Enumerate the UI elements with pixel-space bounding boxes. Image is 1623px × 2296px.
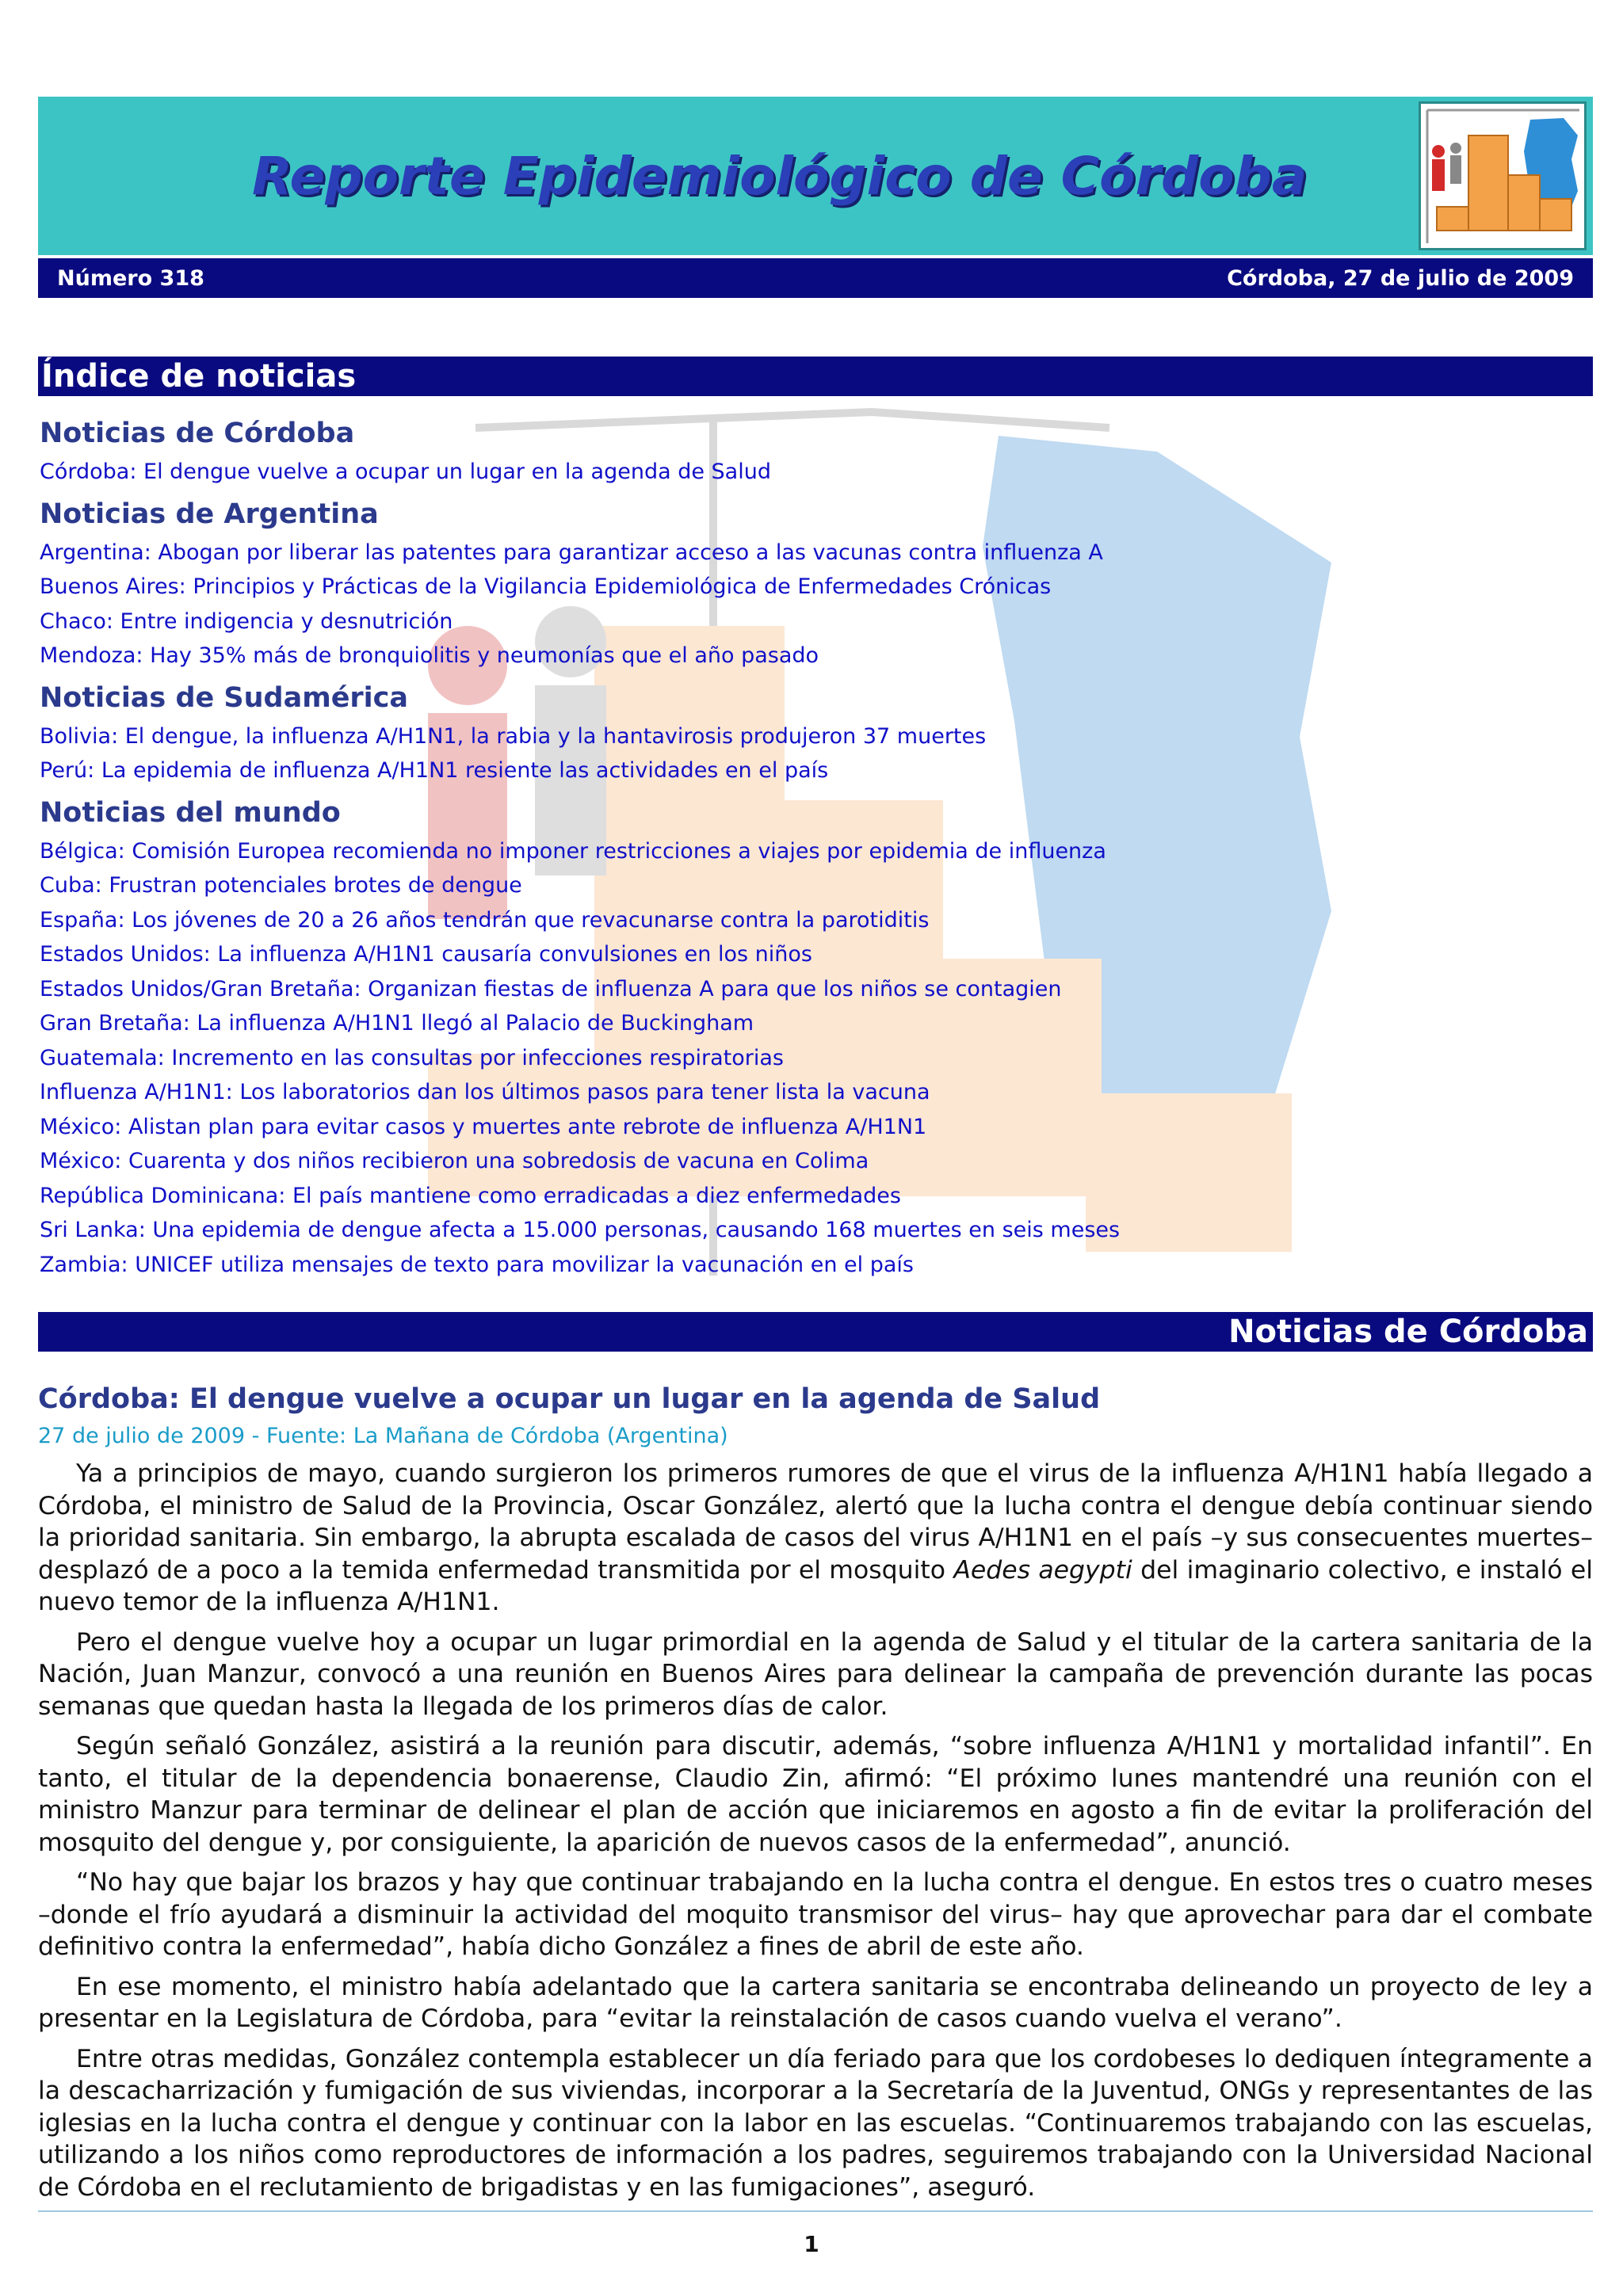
index-link[interactable]: Argentina: Abogan por liberar las patentes para garantizar acceso a las vacunas contra influenza A — [40, 540, 1103, 565]
index-link[interactable]: Guatemala: Incremento en las consultas por infecciones respiratorias — [40, 1045, 784, 1070]
index-group-title: Noticias del mundo — [40, 796, 341, 829]
report-title: Reporte Epidemiológico de Córdoba — [252, 146, 1308, 207]
issue-number: Número 318 — [57, 265, 204, 291]
page-number: 1 — [804, 2231, 819, 2257]
issue-info-bar — [38, 258, 1593, 298]
index-link[interactable]: Bolivia: El dengue, la influenza A/H1N1, la rabia y la hantavirosis produjeron 37 muertes — [40, 723, 987, 749]
index-link[interactable]: Influenza A/H1N1: Los laboratorios dan los últimos pasos para tener lista la vacuna — [40, 1080, 930, 1104]
article — [38, 1379, 1593, 2211]
index-link[interactable]: Chaco: Entre indigencia y desnutrición — [40, 608, 453, 634]
index-title: Índice de noticias — [41, 358, 357, 395]
index-link[interactable]: Mendoza: Hay 35% más de bronquiolitis y neumonías que el año pasado — [40, 643, 819, 668]
index-link[interactable]: Perú: La epidemia de influenza A/H1N1 resiente las actividades en el país — [40, 758, 829, 783]
index-link[interactable]: Buenos Aires: Principios y Prácticas de la Vigilancia Epidemiológica de Enfermedades Crónicas — [40, 574, 1052, 599]
report-header — [38, 97, 1593, 255]
index-group-title: Noticias de Sudamérica — [40, 681, 409, 714]
index-link[interactable]: Estados Unidos/Gran Bretaña: Organizan fiestas de influenza A para que los niños se contagien — [40, 976, 1062, 1001]
index-section-bar — [38, 357, 1593, 396]
index-link[interactable]: Cuba: Frustran potenciales brotes de dengue — [40, 873, 522, 898]
index-group-title: Noticias de Córdoba — [40, 418, 355, 449]
article-title: Córdoba: El dengue vuelve a ocupar un lugar en la agenda de Salud — [38, 1383, 1101, 1415]
article-paragraph — [38, 1458, 1593, 1619]
article-paragraph: Entre otras medidas, González contempla establecer un día feriado para que los cordobeses lo dediquen íntegramente a la descacharrización y fumigación de sus viviendas, incorporar a la Secretaría de la Juventud, ONGs y representantes de las iglesias en la lucha contra el dengue y continuar con la labor en las escuelas. “Continuaremos trabajando con las escuelas, utilizando a los niños como reproductores de información a los padres, seguiremos trabajando con la Universidad Nacional de Córdoba en el reclutamiento de brigadistas y en las fumigaciones”, aseguró. — [38, 2044, 1593, 2202]
index-link[interactable]: Sri Lanka: Una epidemia de dengue afecta a 15.000 personas, causando 168 muertes en seis meses — [40, 1218, 1121, 1242]
species-name: Aedes aegypti — [953, 1555, 1132, 1585]
article-paragraph: Pero el dengue vuelve hoy a ocupar un lugar primordial en la agenda de Salud y el titular de la cartera sanitaria de la Nación, Juan Manzur, convocó a una reunión en Buenos Aires para delinear la campaña de prevención durante las pocas semanas que quedan hasta la llegada de los primeros días de calor. — [38, 1627, 1593, 1721]
index-group-argentina — [40, 493, 1308, 673]
index-link[interactable]: Bélgica: Comisión Europea recomienda no imponer restricciones a viajes por epidemia de influenza — [40, 838, 1106, 864]
article-paragraph: Según señaló González, asistirá a la reunión para discutir, además, “sobre influenza A/H1N1 y mortalidad infantil”. En tanto, el titular de la dependencia bonaerense, Claudio Zin, afirmó: “El próximo lunes mantendré una reunión con el ministro Manzur para terminar de delinear el plan de acción que iniciaremos en agosto a fin de evitar la proliferación del mosquito del dengue y, por consiguiente, la aparición de nuevos casos de la enfermedad”, anunció. — [38, 1732, 1593, 1857]
paragraph-text: del imaginario colectivo, e instaló el nuevo temor de la influenza A/H1N1. — [38, 1555, 1593, 1616]
index-link[interactable]: España: Los jóvenes de 20 a 26 años tendrán que revacunarse contra la parotiditis — [40, 907, 930, 933]
article-paragraph: “No hay que bajar los brazos y hay que continuar trabajando en la lucha contra el dengue. En estos tres o cuatro meses –donde el frío ayudará a disminuir la actividad del moquito transmisor del virus– hay que aprovechar para dar el combate definitivo contra la enfermedad”, había dicho González a fines de abril de este año. — [38, 1868, 1593, 1961]
article-paragraph: En ese momento, el ministro había adelantado que la cartera sanitaria se encontraba delineando un proyecto de ley a presentar en la Legislatura de Córdoba, para “evitar la reinstalación de casos cuando vuelva el verano”. — [38, 1972, 1593, 2033]
section-title: Noticias de Córdoba — [1228, 1314, 1588, 1350]
index-link[interactable]: México: Cuarenta y dos niños recibieron una sobredosis de vacuna en Colima — [40, 1149, 869, 1173]
cordoba-section-bar — [38, 1312, 1593, 1352]
index-link[interactable]: Estados Unidos: La influenza A/H1N1 causaría convulsiones en los niños — [40, 942, 812, 967]
issue-date: Córdoba, 27 de julio de 2009 — [1227, 265, 1574, 291]
paragraph-text: Ya a principios de mayo, cuando surgieron los primeros rumores de que el virus de la influenza A/H1N1 había llegado a Córdoba, el ministro de Salud de la Provincia, Oscar González, alertó que la lucha contra el dengue debía continuar siendo la prioridad sanitaria. Sin embargo, la abrupta escalada de casos del virus A/H1N1 en el país –y sus consecuentes muertes– desplazó de a poco a la temida enfermedad transmitida por el mosquito — [38, 1459, 1593, 1585]
index-link[interactable]: México: Alistan plan para evitar casos y muertes ante rebrote de influenza A/H1N1 — [40, 1114, 927, 1139]
index-link[interactable]: República Dominicana: El país mantiene como erradicadas a diez enfermedades — [40, 1183, 901, 1208]
index-link[interactable]: Córdoba: El dengue vuelve a ocupar un lugar en la agenda de Salud — [40, 460, 771, 484]
index-link[interactable]: Gran Bretaña: La influenza A/H1N1 llegó al Palacio de Buckingham — [40, 1011, 754, 1035]
index-group-title: Noticias de Argentina — [40, 498, 379, 530]
article-source: 27 de julio de 2009 - Fuente: La Mañana de Córdoba (Argentina) — [38, 1424, 728, 1448]
index-group-cordoba — [40, 412, 1308, 490]
index-group-mundo — [40, 791, 1308, 1283]
index-link[interactable]: Zambia: UNICEF utiliza mensajes de texto para movilizar la vacunación en el país — [40, 1252, 914, 1277]
footer-divider — [38, 2210, 1593, 2212]
epidemiology-logo-icon — [1419, 101, 1587, 250]
index-group-sudamerica — [40, 677, 1308, 788]
news-index — [40, 412, 1308, 1285]
